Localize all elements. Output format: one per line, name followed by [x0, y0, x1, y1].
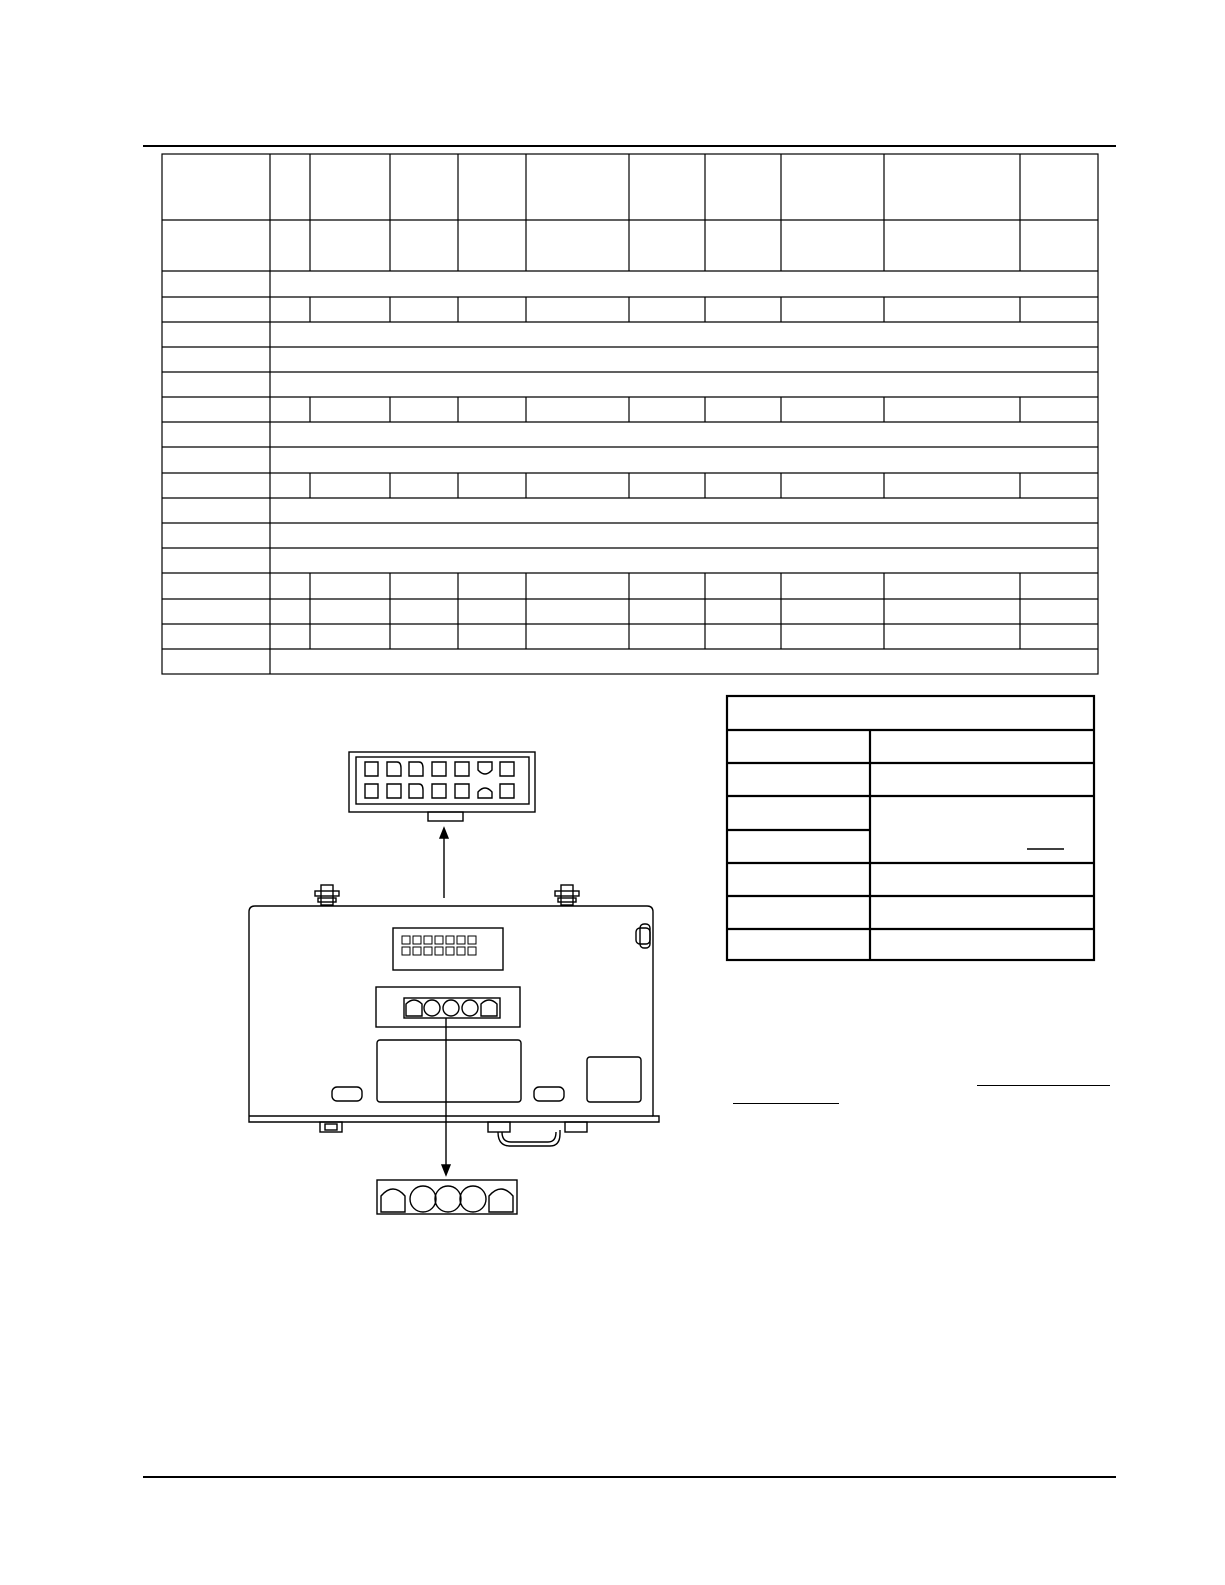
five-pin-connector	[377, 1180, 517, 1214]
top-bolts	[315, 885, 579, 905]
bottom-rule	[143, 1476, 1116, 1478]
fourteen-pin-connector	[349, 752, 535, 821]
